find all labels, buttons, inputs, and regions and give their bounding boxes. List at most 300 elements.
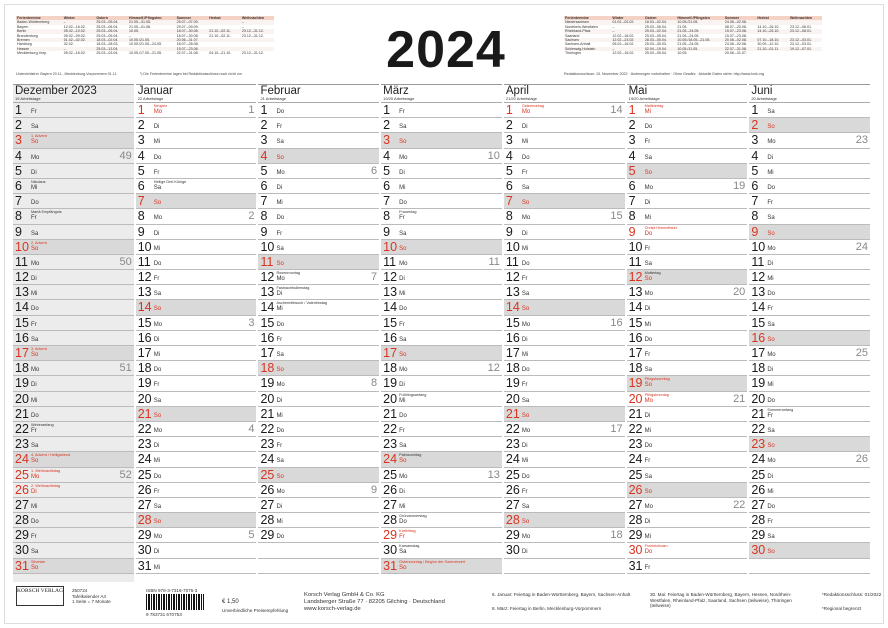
day-number: 23 <box>260 437 275 452</box>
day-row <box>136 255 257 270</box>
day-number: 17 <box>628 346 643 360</box>
day-number: 20 <box>260 391 275 406</box>
day-row <box>504 118 625 133</box>
weekday-label: Fr <box>276 124 283 131</box>
holiday-cell: 10.05. <box>677 51 688 56</box>
day-row <box>13 361 134 376</box>
day-number: 12 <box>383 270 398 285</box>
holiday-cell: 18.07.–28.08. <box>176 42 199 47</box>
week-number: 11 <box>488 255 500 268</box>
day-row <box>381 543 502 558</box>
day-row <box>381 225 502 240</box>
day-number: 16 <box>137 330 152 345</box>
weekday-label: Di <box>767 473 773 480</box>
month-name: März <box>383 85 409 97</box>
day-number: 19 <box>751 376 766 391</box>
holiday-cell: – <box>611 29 644 33</box>
day-number: 19 <box>260 376 275 391</box>
weekday-label: Sa <box>31 230 39 237</box>
holiday-cell: 21.10.–01.11. <box>756 47 789 51</box>
day-number: 3 <box>383 133 391 148</box>
day-row <box>136 133 257 148</box>
weekday-label: Di <box>153 549 160 556</box>
day-row <box>504 468 625 483</box>
weekday-label: Di <box>644 519 651 526</box>
weekday-label: Di <box>521 443 528 450</box>
holiday-cell: 21.05.–01.06. <box>129 24 151 29</box>
day-row <box>136 483 257 498</box>
day-number: 13 <box>137 285 152 300</box>
weekday-label: Fr <box>31 215 37 222</box>
holiday-cell: Bayern <box>17 24 29 29</box>
day-number: 5 <box>260 163 268 178</box>
weekday-label: Mi <box>31 503 38 510</box>
note-deadline: *Redaktionsschluss: 01/2022 <box>822 592 882 597</box>
price-note: Unverbindliche Preisempfehlung <box>222 608 289 613</box>
holiday-header-cell: Sommer <box>176 16 209 20</box>
day-row <box>504 316 625 331</box>
holiday-cell: 21.10.–02.11. <box>208 29 241 33</box>
day-number: 14 <box>137 300 152 315</box>
weekday-label: Mo <box>276 488 285 495</box>
day-row <box>13 422 134 437</box>
holiday-label: Neujahr <box>153 104 168 108</box>
holiday-cell: – <box>611 47 644 51</box>
day-row <box>627 513 748 528</box>
day-number: 14 <box>751 300 766 315</box>
day-row <box>381 513 502 528</box>
day-row <box>504 255 625 270</box>
weekday-label: Mi <box>644 109 651 115</box>
product-layout: 1 Seite = 7 Monate <box>72 599 111 605</box>
day-number: 25 <box>505 467 520 482</box>
day-number: 27 <box>260 497 275 512</box>
weekday-label: Fr <box>31 427 37 434</box>
holiday-cell: Brandenburg <box>17 33 38 38</box>
weekday-label: Fr <box>521 169 528 176</box>
day-row <box>258 240 379 255</box>
day-number: 30 <box>137 543 152 558</box>
day-row <box>504 452 625 467</box>
day-number: 28 <box>383 513 398 528</box>
day-number: 15 <box>505 315 520 330</box>
day-row <box>381 133 502 148</box>
day-row <box>258 498 379 513</box>
day-number: 29 <box>15 528 29 543</box>
day-number: 5 <box>137 163 145 178</box>
day-number: 8 <box>15 209 22 224</box>
day-row <box>13 300 134 315</box>
day-number: 17 <box>751 346 766 360</box>
weekday-label: Mo <box>153 215 163 222</box>
day-number: 18 <box>137 361 152 376</box>
day-row <box>749 331 870 346</box>
weekday-label: Sa <box>153 397 162 404</box>
week-number: 8 <box>371 377 378 390</box>
day-row <box>13 376 134 391</box>
day-row <box>258 422 379 437</box>
day-row <box>381 331 502 346</box>
weekday-label: So <box>767 549 775 556</box>
month-name: Juni <box>751 85 773 97</box>
day-number: 17 <box>137 346 152 360</box>
day-number: 1 <box>628 103 636 117</box>
week-number: 13 <box>487 468 500 481</box>
day-row <box>13 225 134 240</box>
day-row <box>136 331 257 346</box>
holiday-header-cell: Ferientermine <box>16 16 63 20</box>
weekday-label: Sa <box>276 139 284 146</box>
weekday-label: Mi <box>399 184 406 191</box>
holiday-cell: 12.02.–23.02. <box>611 38 644 42</box>
day-row <box>381 361 502 376</box>
day-number: 6 <box>505 178 513 193</box>
holiday-cell <box>789 51 822 55</box>
day-row <box>381 149 502 164</box>
holiday-label: Nikolaus <box>31 179 46 184</box>
holiday-label: Muttertag <box>644 271 661 276</box>
day-row <box>749 225 870 240</box>
day-row <box>749 422 870 437</box>
holiday-label: 1. Advent <box>31 134 47 139</box>
week-number: 25 <box>855 347 869 359</box>
weekday-label: So <box>31 245 39 252</box>
day-number: 28 <box>628 513 643 528</box>
holiday-cell: 23.12.–31.12. <box>241 51 264 56</box>
holiday-label: Rosenmontag <box>276 271 301 276</box>
day-row <box>381 194 502 209</box>
day-number: 28 <box>260 513 275 528</box>
holiday-header-cell: Winter <box>63 16 96 20</box>
holiday-label: Winteranfang <box>31 422 54 427</box>
day-number: 2 <box>137 118 145 133</box>
day-number: 13 <box>751 285 766 300</box>
weekday-label: Sa <box>767 109 775 115</box>
day-number: 13 <box>15 285 29 300</box>
day-row <box>627 103 748 118</box>
holiday-label: Frauentag <box>399 210 417 215</box>
week-number: 22 <box>733 498 746 511</box>
day-number: 11 <box>628 254 642 269</box>
weekday-label: Sa <box>644 473 652 480</box>
weekday-label: Mi <box>153 564 161 571</box>
day-number: 9 <box>15 224 22 239</box>
day-row <box>136 118 257 133</box>
holiday-label: 2. Advent <box>31 240 47 245</box>
weekday-label: So <box>276 367 284 374</box>
day-number: 2 <box>260 118 268 133</box>
weekday-label: So <box>521 519 530 526</box>
day-number: 2 <box>751 118 759 133</box>
day-number: 18 <box>15 361 29 376</box>
weekday-label: Di <box>153 230 160 237</box>
week-number: 49 <box>119 149 132 162</box>
weekday-label: Do <box>276 321 285 328</box>
holiday-cell: 25.03.–03.04. <box>96 51 119 56</box>
weekday-label: Mo <box>767 352 776 358</box>
day-number: 10 <box>505 239 520 254</box>
day-number: 26 <box>260 482 275 497</box>
holiday-header-cell: Ferientermine <box>564 16 611 20</box>
day-number: 7 <box>505 194 513 209</box>
weekday-label: Di <box>521 549 528 556</box>
weekday-label: Sa <box>153 503 162 510</box>
day-number: 7 <box>137 194 145 209</box>
day-row <box>258 103 379 118</box>
month-header <box>258 85 379 103</box>
weekday-label: Fr <box>767 412 773 419</box>
holiday-cell: 19.12.–07.01. <box>789 47 822 51</box>
day-row <box>136 103 257 118</box>
holiday-cell: – <box>63 20 96 24</box>
day-number: 29 <box>628 528 643 543</box>
holiday-table-right <box>564 16 822 56</box>
day-number: 15 <box>751 315 766 330</box>
weekday-label: Fr <box>644 352 651 358</box>
weekday-label: Sa <box>399 230 407 237</box>
week-number: 4 <box>248 422 255 435</box>
weekday-label: Do <box>31 200 39 207</box>
day-number: 1 <box>505 103 513 117</box>
weekday-label: Mo <box>276 169 285 176</box>
day-row <box>258 270 379 285</box>
day-number: 30 <box>15 543 29 558</box>
holiday-table-left <box>16 16 274 56</box>
day-number: 25 <box>260 467 275 482</box>
weekday-label: Do <box>399 519 407 526</box>
month-column <box>136 84 257 582</box>
day-number: 8 <box>383 209 391 224</box>
day-number: 8 <box>505 209 513 224</box>
day-row <box>13 149 134 164</box>
holiday-cell: 23.12.–03.01. <box>789 38 822 42</box>
day-number: 18 <box>751 361 766 376</box>
day-number: 10 <box>751 239 766 254</box>
day-number: 1 <box>137 103 145 117</box>
week-number: 26 <box>855 453 869 466</box>
holiday-label: Palmsonntag <box>399 453 422 458</box>
day-row <box>136 452 257 467</box>
week-number: 23 <box>855 134 869 147</box>
holiday-cell: 25.03.–13.04. <box>95 47 128 51</box>
day-row <box>136 164 257 179</box>
week-number: 20 <box>733 286 746 299</box>
day-row <box>258 300 379 315</box>
holiday-cell: 15.07.–23.08. <box>724 29 757 33</box>
product-name: Tafelkalender A4 <box>72 593 106 599</box>
weekday-label: Do <box>31 519 39 526</box>
day-number: 23 <box>505 437 520 452</box>
holiday-label: Aschermittwoch / Valentinstag <box>276 301 328 306</box>
holiday-cell: Nordrhein-Westfalen <box>565 24 598 29</box>
weekday-label: Mo <box>644 291 653 298</box>
holiday-cell: 25.03.–05.04. <box>95 29 128 33</box>
weekday-label: Fr <box>399 109 405 115</box>
weekday-label: Mo <box>153 109 163 115</box>
day-number: 21 <box>383 406 398 421</box>
holiday-cell: 23.12.–03.01. <box>789 42 812 47</box>
note-right: Redaktionsschluss: 15. November 2022 · Änderungen vorbehalten · Ohne Gewähr · Aktuelle Daten siehe: http://www.kmk.org <box>564 72 764 76</box>
day-number: 22 <box>628 421 643 436</box>
holiday-cell: 21.10.–02.11. <box>209 33 231 38</box>
day-number: 8 <box>628 209 636 224</box>
weekday-label: Sa <box>153 184 162 191</box>
day-row <box>627 528 748 543</box>
weekday-label: Fr <box>521 276 528 283</box>
day-number: 4 <box>505 148 513 163</box>
month-grid <box>13 84 872 582</box>
weekday-label: Mi <box>153 139 161 146</box>
day-row <box>381 498 502 513</box>
weekday-label: Di <box>276 184 283 191</box>
holiday-cell: 04.10.–21.10. <box>209 51 232 56</box>
day-row <box>13 498 134 513</box>
day-row <box>136 240 257 255</box>
holiday-cell: Rheinland-Pfalz <box>564 29 611 33</box>
weekday-label: So <box>31 352 39 358</box>
weekday-label: Sa <box>31 336 39 343</box>
weekday-label: Sa <box>399 124 407 131</box>
day-row <box>258 133 379 148</box>
day-row <box>381 255 502 270</box>
day-number: 26 <box>628 482 643 497</box>
weekday-label: Fr <box>276 443 283 450</box>
note-left-2: ¹) Die Ferientermine lagen bei Redaktionsschluss noch nicht vor. <box>140 72 243 76</box>
day-number: 14 <box>15 300 29 315</box>
month-column <box>381 84 502 582</box>
day-number: 12 <box>137 270 152 285</box>
day-number: 18 <box>383 361 398 376</box>
day-row <box>13 331 134 346</box>
weekday-label: Fr <box>153 276 160 283</box>
day-row <box>381 422 502 437</box>
day-number: 24 <box>628 452 643 467</box>
day-number: 6 <box>751 178 759 193</box>
day-row <box>381 528 502 543</box>
holiday-header-cell: Herbst <box>208 16 241 20</box>
day-number: 31 <box>15 558 29 573</box>
weekday-label: Mi <box>276 306 283 313</box>
day-number: 11 <box>751 254 765 269</box>
day-row <box>258 209 379 224</box>
day-row <box>749 149 870 164</box>
month-header <box>136 85 257 103</box>
day-row <box>13 437 134 452</box>
day-number: 5 <box>15 163 22 178</box>
weekday-label: Mi <box>521 139 529 146</box>
day-row <box>381 285 502 300</box>
day-row <box>749 483 870 498</box>
holiday-label: Karfreitag <box>399 529 416 534</box>
day-number: 4 <box>628 148 636 163</box>
day-number: 16 <box>260 330 275 345</box>
holiday-cell: Sachsen-Anhalt <box>565 42 591 47</box>
holiday-cell: 05.02.–16.02. <box>612 42 635 47</box>
day-row <box>136 285 257 300</box>
day-row <box>258 179 379 194</box>
month-workdays: 22 Arbeitstage <box>137 96 164 101</box>
weekday-label: Mo <box>153 534 163 541</box>
day-number: 24 <box>15 452 29 467</box>
day-number: 21 <box>137 406 152 421</box>
day-row <box>504 270 625 285</box>
weekday-label: Mi <box>767 488 774 495</box>
day-number: 28 <box>751 513 766 528</box>
day-row <box>13 559 134 574</box>
weekday-label: Do <box>153 473 162 480</box>
day-number: 12 <box>628 270 643 285</box>
day-number: 27 <box>137 497 152 512</box>
weekday-label: Di <box>767 154 773 161</box>
holiday-cell: 14.10.–26.10. <box>757 24 780 29</box>
week-number: 19 <box>733 179 746 192</box>
week-number: 5 <box>248 529 255 542</box>
weekday-label: Mi <box>31 291 38 298</box>
day-row <box>13 346 134 361</box>
day-row <box>749 513 870 528</box>
weekday-label: Mi <box>31 397 38 404</box>
day-number: 24 <box>505 452 520 467</box>
weekday-label: So <box>31 458 39 465</box>
day-number: 14 <box>260 300 275 315</box>
holiday-header-cell: Himmelf./Pfingsten <box>676 16 723 20</box>
weekday-label: Mi <box>399 503 406 510</box>
day-number: 23 <box>383 437 398 452</box>
publisher-name: Korsch Verlag GmbH & Co. KG <box>304 592 385 598</box>
weekday-label: Fr <box>276 230 283 237</box>
barcode <box>146 594 204 610</box>
holiday-cell: 12.02.–16.02. <box>612 51 635 56</box>
weekday-label: So <box>644 488 652 495</box>
day-row <box>627 209 748 224</box>
day-row <box>749 179 870 194</box>
day-row <box>258 331 379 346</box>
holiday-cell: 24.06.–02.08. <box>724 42 747 47</box>
weekday-label: Do <box>767 397 775 404</box>
weekday-label: Mo <box>276 276 285 283</box>
day-row <box>381 468 502 483</box>
month-workdays: 19/20 Arbeitstage <box>628 96 660 101</box>
day-row <box>258 225 379 240</box>
isbn-text: ISBN 978-3-7316-7075-3 <box>146 588 198 593</box>
day-number: 5 <box>628 163 636 178</box>
day-number: 17 <box>15 346 29 360</box>
holiday-cell: 23.12.–31.12. <box>241 33 264 38</box>
week-number: 16 <box>610 316 623 329</box>
weekday-label: Do <box>644 230 653 237</box>
weekday-label: Do <box>31 306 39 313</box>
weekday-label: Fr <box>153 169 160 176</box>
day-row <box>504 528 625 543</box>
day-number: 20 <box>628 391 643 406</box>
day-number: 19 <box>15 376 29 391</box>
weekday-label: Mo <box>153 427 163 434</box>
weekday-label: Sa <box>31 443 39 450</box>
month-column <box>749 84 870 582</box>
holiday-cell: 02.04.–19.04. <box>644 47 677 51</box>
holiday-cell: 30.09.–12.10. <box>757 42 780 47</box>
weekday-label: Mi <box>644 534 651 541</box>
day-number: 18 <box>260 361 275 376</box>
day-number: 7 <box>628 194 636 209</box>
weekday-label: Mi <box>276 200 283 207</box>
day-number: 29 <box>137 528 152 543</box>
day-number: 14 <box>505 300 520 315</box>
weekday-label: So <box>767 230 775 237</box>
day-number: 21 <box>751 406 766 421</box>
week-number: 10 <box>487 149 500 162</box>
day-number: 10 <box>628 239 643 254</box>
